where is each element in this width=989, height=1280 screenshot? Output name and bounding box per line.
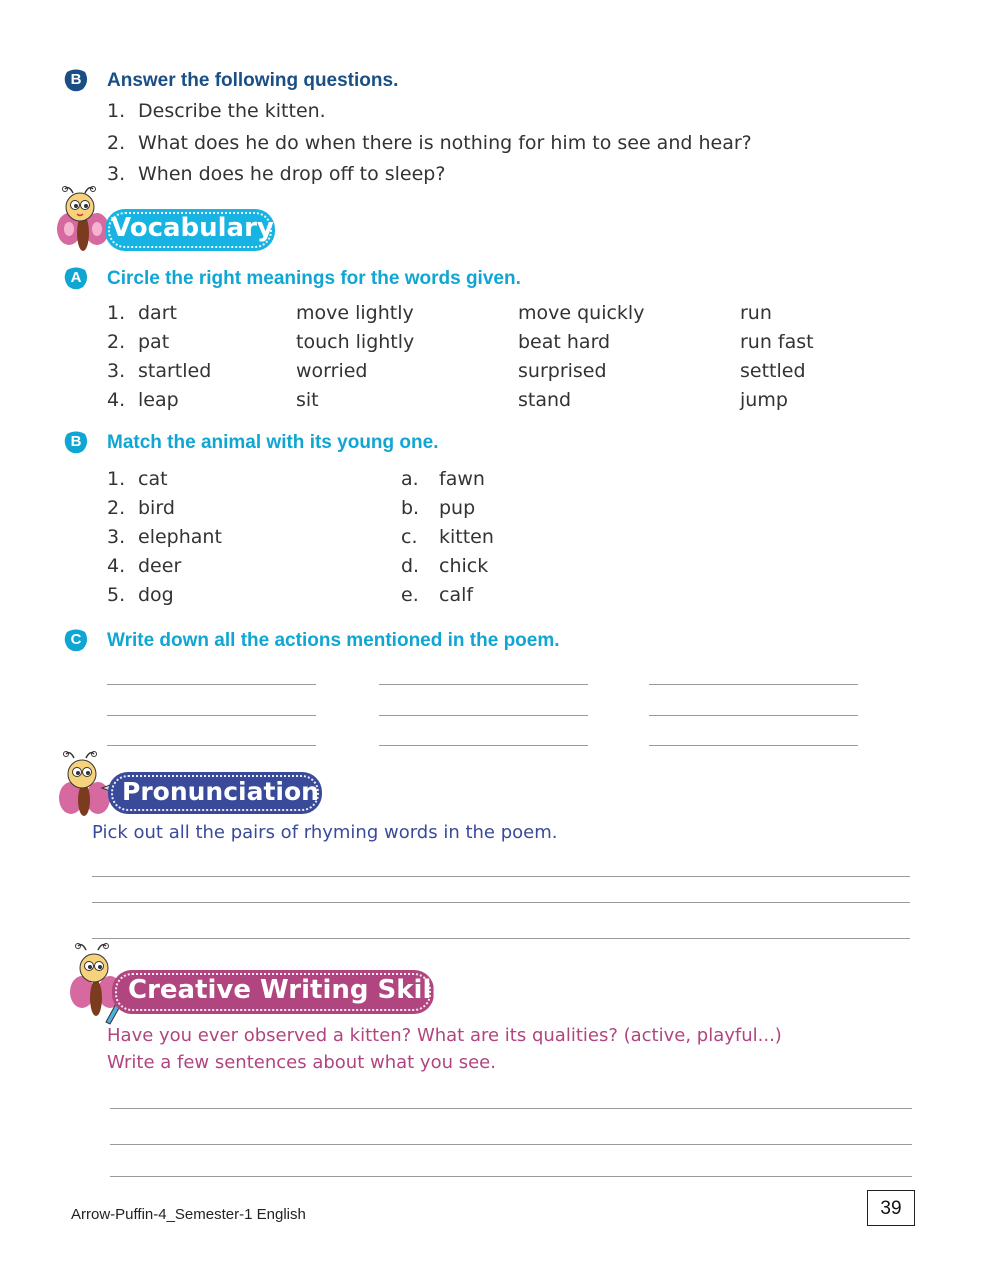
meaning-row: 2. pat <box>107 331 170 353</box>
vocabulary-c-heading: Write down all the actions mentioned in the poem. <box>107 630 560 651</box>
butterfly-mascot-icon <box>55 185 111 255</box>
meaning-option[interactable]: surprised <box>518 360 607 382</box>
answer-line[interactable] <box>107 715 316 716</box>
question-2: 2. What does he do when there is nothing for him to see and hear? <box>107 132 752 154</box>
creative-writing-banner: Creative Writing Skills <box>112 970 434 1014</box>
question-3: 3. When does he drop off to sleep? <box>107 163 446 185</box>
young-item: b. pup <box>401 497 476 519</box>
animal-item: 5. dog <box>107 584 174 606</box>
meaning-option[interactable]: settled <box>740 360 806 382</box>
pronunciation-banner: Pronunciation <box>108 772 322 814</box>
pronunciation-instruction: Pick out all the pairs of rhyming words in the poem. <box>92 822 558 843</box>
section-badge-b: B <box>63 430 89 454</box>
meaning-row: 4. leap <box>107 389 179 411</box>
meaning-option[interactable]: move lightly <box>296 302 414 324</box>
meaning-option[interactable]: move quickly <box>518 302 645 324</box>
animal-item: 3. elephant <box>107 526 222 548</box>
answer-line[interactable] <box>649 684 858 685</box>
answer-line[interactable] <box>92 876 910 877</box>
answer-line[interactable] <box>649 715 858 716</box>
young-item: a. fawn <box>401 468 485 490</box>
answer-line[interactable] <box>379 715 588 716</box>
young-item: d. chick <box>401 555 489 577</box>
question-1: 1. Describe the kitten. <box>107 100 326 122</box>
section-b-heading: Answer the following questions. <box>107 70 399 91</box>
section-badge-b: B <box>63 68 89 92</box>
answer-line[interactable] <box>110 1176 912 1177</box>
answer-line[interactable] <box>110 1108 912 1109</box>
book-title-footer: Arrow-Puffin-4_Semester-1 English <box>71 1206 306 1223</box>
animal-item: 4. deer <box>107 555 182 577</box>
meaning-option[interactable]: sit <box>296 389 319 411</box>
meaning-row: 3. startled <box>107 360 212 382</box>
young-item: c. kitten <box>401 526 494 548</box>
answer-line[interactable] <box>107 745 316 746</box>
vocabulary-banner: Vocabulary <box>105 209 275 251</box>
meaning-option[interactable]: worried <box>296 360 368 382</box>
creative-prompt-line-2: Write a few sentences about what you see. <box>107 1052 496 1073</box>
answer-line[interactable] <box>379 745 588 746</box>
animal-item: 2. bird <box>107 497 175 519</box>
meaning-option[interactable]: stand <box>518 389 572 411</box>
young-item: e. calf <box>401 584 474 606</box>
meaning-option[interactable]: touch lightly <box>296 331 415 353</box>
animal-item: 1. cat <box>107 468 168 490</box>
meaning-option[interactable]: run fast <box>740 331 814 353</box>
answer-line[interactable] <box>110 1144 912 1145</box>
answer-line[interactable] <box>92 902 910 903</box>
meaning-option[interactable]: jump <box>740 389 788 411</box>
vocabulary-b-heading: Match the animal with its young one. <box>107 432 439 453</box>
answer-line[interactable] <box>379 684 588 685</box>
vocabulary-a-heading: Circle the right meanings for the words given. <box>107 268 521 289</box>
page-number: 39 <box>867 1190 915 1226</box>
section-badge-a: A <box>63 266 89 290</box>
meaning-option[interactable]: run <box>740 302 772 324</box>
answer-line[interactable] <box>649 745 858 746</box>
section-badge-c: C <box>63 628 89 652</box>
creative-prompt-line-1: Have you ever observed a kitten? What are its qualities? (active, playful...) <box>107 1025 782 1046</box>
meaning-row: 1. dart <box>107 302 177 324</box>
answer-line[interactable] <box>92 938 910 939</box>
answer-line[interactable] <box>107 684 316 685</box>
meaning-option[interactable]: beat hard <box>518 331 611 353</box>
